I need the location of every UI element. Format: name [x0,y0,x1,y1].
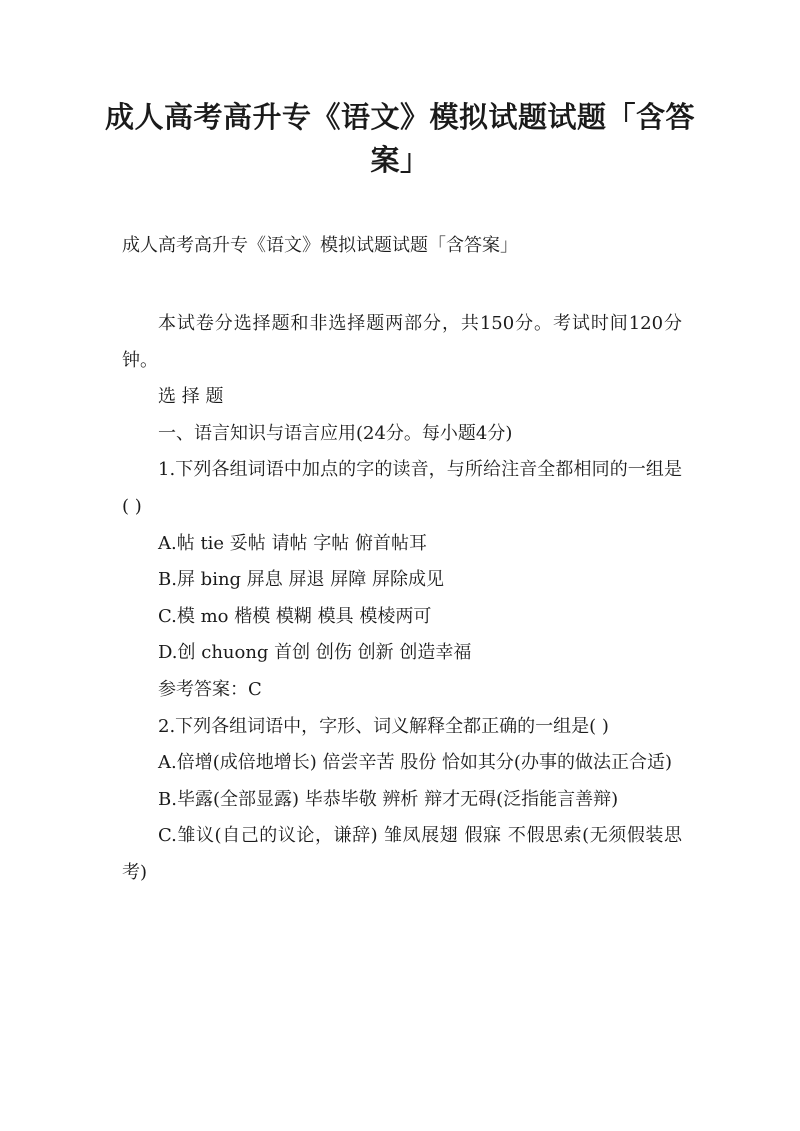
question-1-option-d: D.创 chuong 首创 创伤 创新 创造幸福 [158,642,472,664]
section-heading-choice: 选 择 题 [158,386,224,408]
document-title: 成人高考高升专《语文》模拟试题试题「含答案」 [104,100,695,177]
question-2-option-c: C.雏议(自己的议论，谦辞) 雏凤展翅 假寐 不假思索(无须假装思考) [122,825,682,883]
question-1-option-c: C.模 mo 楷模 模糊 模具 模棱两可 [158,605,432,627]
question-1-option-b: B.屏 bing 屏息 屏退 屏障 屏除成见 [158,569,444,591]
document-subtitle: 成人高考高升专《语文》模拟试题试题「含答案」 [122,235,518,256]
question-2-option-a: A.倍增(成倍地增长) 倍尝辛苦 股份 恰如其分(办事的做法正合适) [158,752,672,774]
question-1-option-a: A.帖 tie 妥帖 请帖 字帖 俯首帖耳 [158,532,427,554]
question-2: 2.下列各组词语中，字形、词义解释全都正确的一组是( ) [158,715,609,737]
document-body [122,306,682,892]
section-heading-language: 一、语言知识与语言应用(24分。每小题4分) [158,422,513,444]
question-1-answer: 参考答案：C [158,678,262,700]
question-1: 1.下列各组词语中加点的字的读音，与所给注音全都相同的一组是( ) [122,459,682,517]
question-2-option-b: B.毕露(全部显露) 毕恭毕敬 辨析 辩才无碍(泛指能言善辩) [158,788,619,810]
intro-paragraph: 本试卷分选择题和非选择题两部分，共150分。考试时间120分钟。 [122,313,682,371]
